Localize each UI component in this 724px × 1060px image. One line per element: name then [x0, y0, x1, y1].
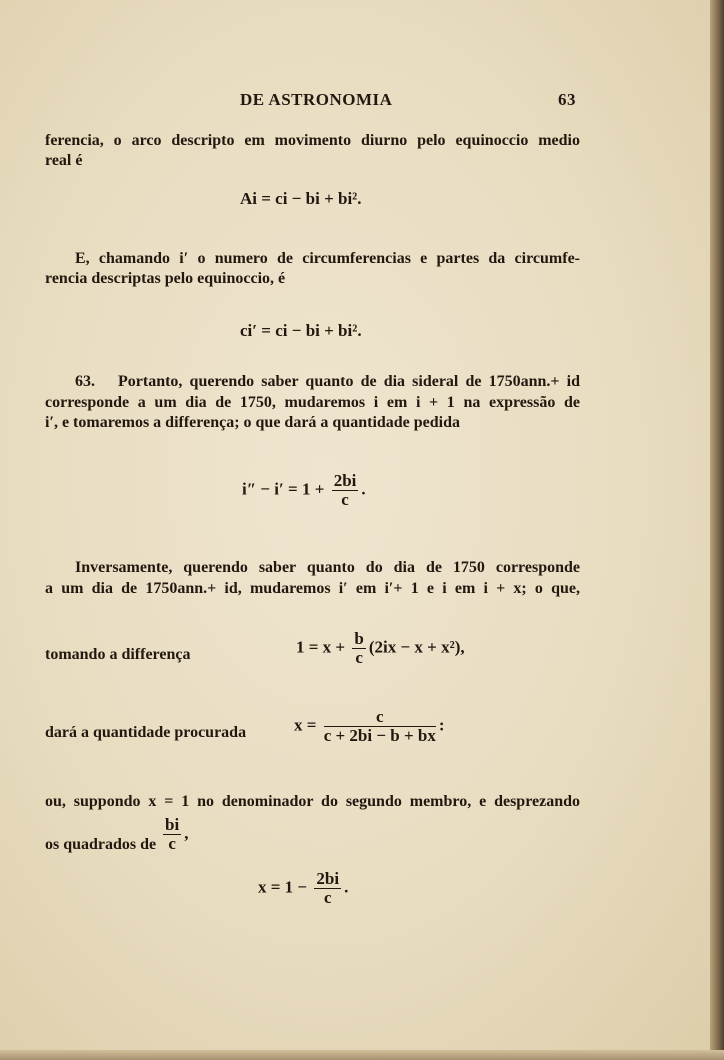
fraction [332, 472, 359, 509]
equation [160, 816, 188, 853]
fraction-denominator: c [341, 490, 349, 509]
fraction-denominator: c [355, 648, 363, 667]
equation-rest: (2ix − x + x²), [368, 637, 465, 657]
equation-end: , [184, 823, 189, 843]
equation [242, 472, 366, 509]
fraction [314, 870, 341, 907]
text-line: a um dia de 1750ann.+ id, mudaremos i′ em i′+ 1 e i em i + x; o que, [45, 580, 580, 597]
page-number: 63 [558, 90, 576, 109]
fraction [324, 708, 436, 745]
fraction-denominator: c [168, 834, 176, 853]
page-bottom-edge [0, 1050, 724, 1060]
equation-lhs: x = 1 − [258, 877, 308, 897]
equation-lhs: x = [294, 715, 317, 735]
fraction-denominator: c + 2bi − b + bx [323, 726, 436, 745]
text-line: corresponde a um dia de 1750, mudaremos i em i + 1 na expressão de [45, 394, 580, 411]
running-title: DE ASTRONOMIA [240, 90, 393, 109]
book-spine [710, 0, 724, 1060]
text-line: real é [45, 152, 83, 169]
text-line: rencia descriptas pelo equinoccio, é [45, 270, 286, 287]
equation: Ai = ci − bi + bi². [240, 189, 362, 208]
text-line: tomando a differença [45, 646, 191, 663]
text-line: Inversamente, querendo saber quanto do dia de 1750 corresponde [75, 559, 580, 576]
text-line: ou, suppondo x = 1 no denominador do segundo membro, e desprezando [45, 793, 580, 810]
equation [296, 630, 465, 667]
text-line: os quadrados de [45, 836, 157, 853]
equation-end: : [438, 715, 445, 735]
fraction-denominator: c [323, 888, 332, 907]
text-line: ferencia, o arco descripto em movimento diurno pelo equinoccio medio [45, 132, 580, 149]
equation-end: . [361, 479, 366, 499]
fraction-numerator: 2bi [316, 869, 340, 888]
text-line: i′, e tomaremos a differença; o que dará a quantidade pedida [45, 414, 461, 431]
text-line: Portanto, querendo saber quanto de dia sideral de 1750ann.+ id [118, 373, 580, 390]
text-line: E, chamando i′ o numero de circumferencias e partes da circumfe- [75, 250, 580, 267]
section-number: 63. [75, 373, 95, 390]
equation: ci′ = ci − bi + bi². [240, 321, 362, 340]
fraction [163, 816, 181, 853]
equation-end: . [344, 877, 349, 897]
text-line: dará a quantidade procurada [45, 724, 247, 741]
equation-lhs: 1 = x + [296, 637, 346, 657]
equation [294, 708, 445, 745]
equation-lhs: i″ − i′ = 1 + [242, 479, 325, 499]
fraction [352, 630, 365, 667]
fraction-numerator: 2bi [333, 471, 357, 490]
fraction-numerator: b [354, 629, 364, 648]
fraction-numerator: c [324, 708, 436, 727]
equation [258, 870, 348, 907]
fraction-numerator: bi [165, 815, 180, 834]
